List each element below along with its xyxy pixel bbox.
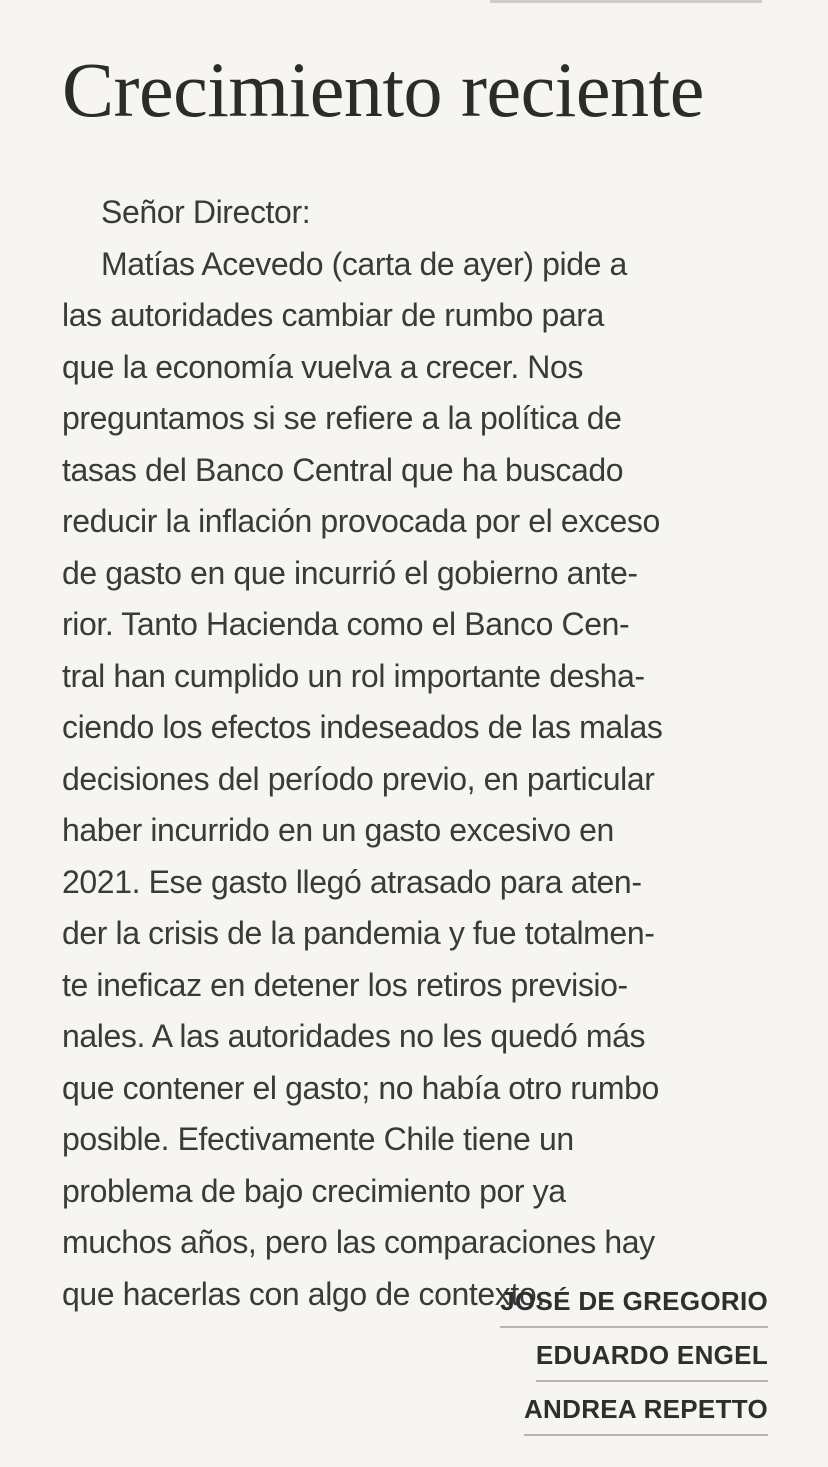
salutation: Señor Director: (101, 194, 311, 230)
signatory-name: EDUARDO ENGEL (536, 1330, 768, 1382)
body-line: de gasto en que incurrió el gobierno ante- (62, 554, 638, 591)
body-line: 2021. Ese gasto llegó atrasado para aten- (62, 863, 642, 900)
body-line: reducir la inflación provocada por el exceso (62, 503, 660, 539)
signatures (500, 1276, 768, 1438)
body-line: nales. A las autoridades no les quedó más (62, 1018, 646, 1054)
body-line: haber incurrido en un gasto excesivo en (62, 812, 614, 848)
letter-body (62, 187, 768, 1320)
body-line: tasas del Banco Central que ha buscado (62, 451, 624, 488)
top-rule (490, 0, 762, 9)
body-line: preguntamos si se refiere a la política de (62, 400, 622, 436)
body-line: rior. Tanto Hacienda como el Banco Cen- (62, 606, 630, 642)
signatory-name: ANDREA REPETTO (524, 1384, 768, 1436)
body-line: tral han cumplido un rol importante desha- (62, 657, 645, 694)
body-line: posible. Efectivamente Chile tiene un (62, 1121, 574, 1157)
body-line: te ineficaz en detener los retiros previsio- (62, 966, 628, 1003)
body-line: Matías Acevedo (carta de ayer) pide a (101, 245, 627, 282)
body-line: que contener el gasto; no había otro rumbo (62, 1069, 659, 1106)
body-line: der la crisis de la pandemia y fue totalmen- (62, 915, 655, 951)
letter-title: Crecimiento reciente (62, 46, 704, 133)
body-line: ciendo los efectos indeseados de las malas (62, 709, 663, 745)
body-line: las autoridades cambiar de rumbo para (62, 297, 604, 333)
body-line: problema de bajo crecimiento por ya (62, 1172, 566, 1209)
body-line: muchos años, pero las comparaciones hay (62, 1224, 655, 1260)
signatory-name: JOSÉ DE GREGORIO (500, 1276, 768, 1328)
body-line: decisiones del período previo, en particular (62, 760, 655, 797)
body-line: que hacerlas con algo de contexto. (62, 1275, 545, 1312)
body-line: que la economía vuelva a crecer. Nos (62, 348, 584, 385)
